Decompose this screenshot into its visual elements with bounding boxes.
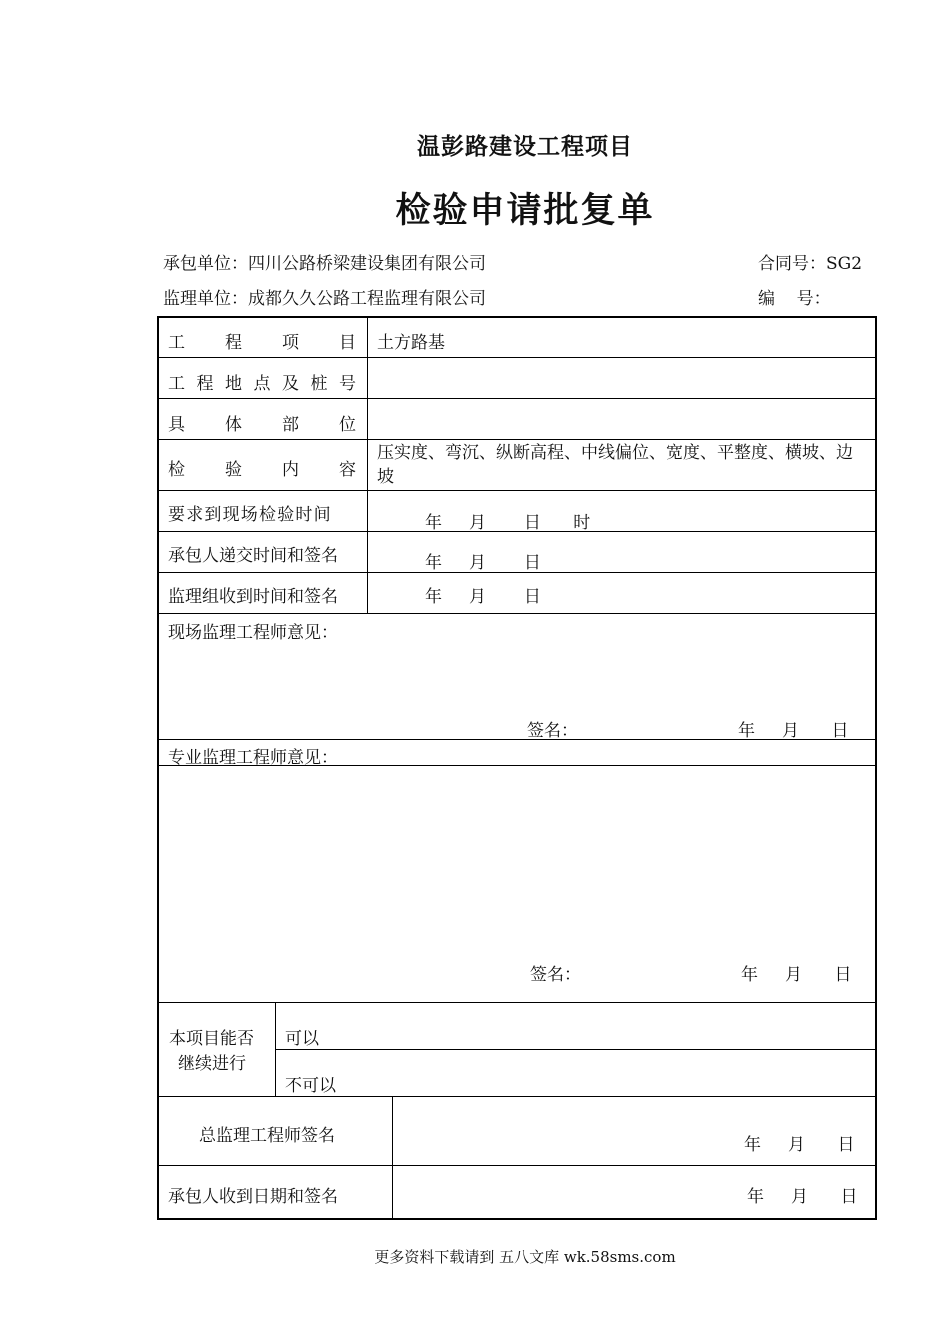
contractor-submit-label: 承包人递交时间和签名 — [168, 546, 338, 566]
contractor-unit: 承包单位：四川公路桥梁建设集团有限公司 — [163, 254, 486, 274]
site-engineer-signature-label[interactable]: 签名： — [527, 721, 578, 741]
part-label: 具 体 部 位 — [168, 415, 356, 435]
specialist-engineer-opinion-label: 专业监理工程师意见： — [168, 748, 338, 768]
site-engineer-opinion-label: 现场监理工程师意见： — [168, 623, 338, 643]
contractor-receipt-label: 承包人收到日期和签名 — [168, 1187, 338, 1207]
onsite-time-label: 要求到现场检验时间 — [168, 505, 332, 525]
serial-number: 编 号： — [758, 289, 831, 309]
chief-engineer-label: 总监理工程师签名 — [199, 1126, 335, 1146]
continuation-label-line2: 继续进行 — [178, 1054, 246, 1074]
supervision-receive-label: 监理组收到时间和签名 — [168, 587, 338, 607]
contractor-receipt-date[interactable]: 年 月 日 — [747, 1187, 858, 1207]
document-title: 检验申请批复单 — [395, 190, 655, 231]
specialist-engineer-date[interactable]: 年 月 日 — [741, 965, 852, 985]
content-label: 检 验 内 容 — [168, 460, 356, 480]
continuation-label-line1: 本项目能否 — [169, 1029, 254, 1049]
location-label: 工 程 地 点 及 桩 号 — [168, 374, 356, 394]
supervision-unit: 监理单位：成都久久公路工程监理有限公司 — [163, 289, 486, 309]
project-subtitle: 温彭路建设工程项目 — [417, 133, 633, 160]
project-label: 工 程 项 目 — [168, 333, 356, 353]
footer-download-note: 更多资料下载请到 五八文库 wk.58sms.com — [374, 1248, 676, 1266]
contractor-submit-value[interactable]: 年 月 日 — [425, 553, 541, 573]
continuation-option-yes[interactable]: 可以 — [285, 1029, 319, 1049]
project-value: 土方路基 — [377, 333, 445, 353]
continuation-option-no[interactable]: 不可以 — [285, 1076, 336, 1096]
chief-engineer-date[interactable]: 年 月 日 — [744, 1135, 855, 1155]
onsite-time-value[interactable]: 年 月 日 时 — [425, 513, 591, 533]
supervision-receive-value[interactable]: 年 月 日 — [425, 587, 541, 607]
contract-number: 合同号：SG2 — [758, 254, 863, 274]
content-value: 压实度、弯沉、纵断高程、中线偏位、宽度、平整度、横坡、边坡 — [377, 443, 853, 487]
specialist-engineer-signature-label[interactable]: 签名： — [530, 965, 581, 985]
site-engineer-date[interactable]: 年 月 日 — [738, 721, 849, 741]
